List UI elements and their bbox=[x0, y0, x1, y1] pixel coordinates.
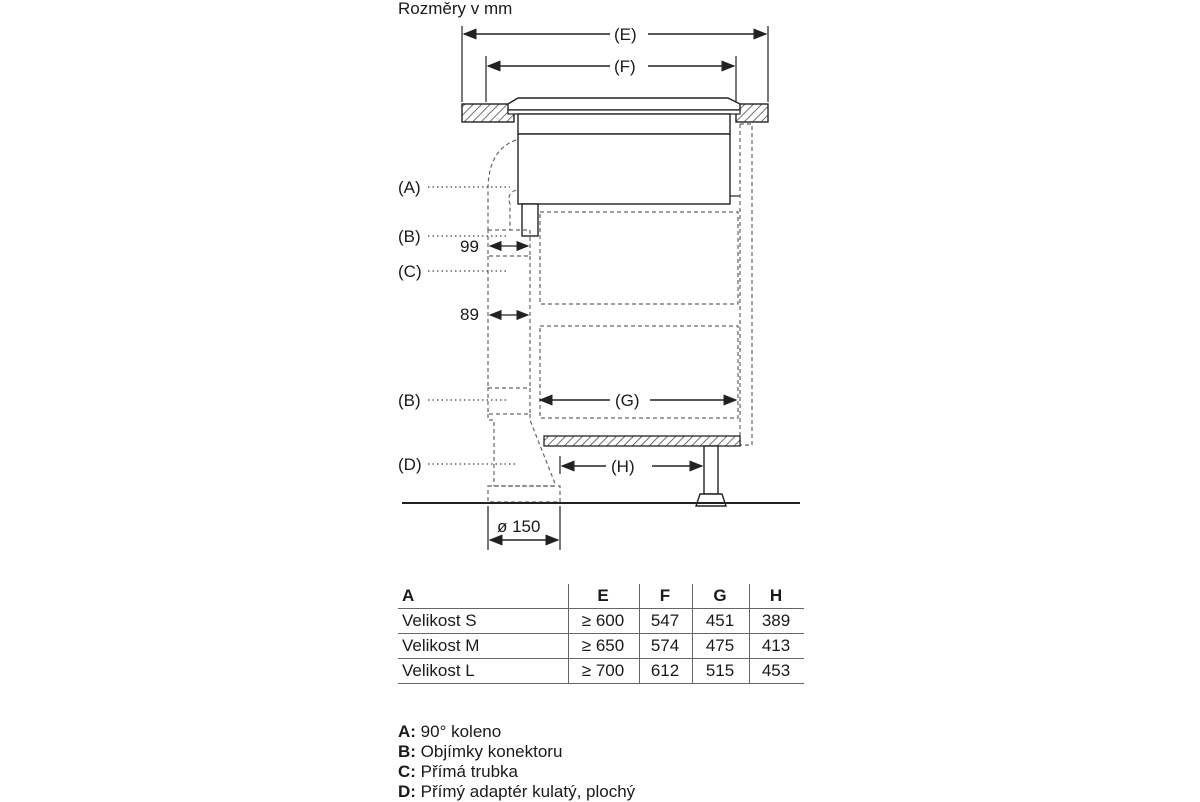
legend-text: Přímá trubka bbox=[415, 762, 518, 781]
callout-b-top: (B) bbox=[398, 227, 421, 246]
cabinet-bottom bbox=[544, 436, 740, 446]
table-cell: 451 bbox=[693, 609, 750, 634]
legend-key: D: bbox=[398, 782, 416, 801]
legend-item bbox=[398, 782, 635, 802]
dimension-f-label: (F) bbox=[611, 58, 639, 75]
legend-text: Přímý adaptér kulatý, plochý bbox=[415, 782, 636, 801]
dimension-h-label: (H) bbox=[608, 458, 638, 475]
table-row bbox=[398, 634, 804, 659]
legend-text: 90° koleno bbox=[415, 722, 502, 741]
table-header-cell: E bbox=[569, 584, 640, 609]
table-row bbox=[398, 659, 804, 684]
table-cell: 413 bbox=[750, 634, 805, 659]
diameter-label: ø 150 bbox=[497, 517, 541, 536]
table-header-cell: H bbox=[750, 584, 805, 609]
page-title: Rozměry v mm bbox=[398, 0, 513, 18]
legend-key: B: bbox=[398, 742, 416, 761]
table-header-cell: G bbox=[693, 584, 750, 609]
dimension-g-label: (G) bbox=[612, 392, 643, 409]
table-cell: Velikost S bbox=[398, 609, 569, 634]
legend-item bbox=[398, 762, 635, 782]
measure-99-label: 99 bbox=[460, 237, 479, 256]
legend bbox=[398, 722, 635, 802]
table-cell: 475 bbox=[693, 634, 750, 659]
table-cell: ≥ 600 bbox=[569, 609, 640, 634]
table-cell: 574 bbox=[640, 634, 693, 659]
table-row bbox=[398, 609, 804, 634]
legend-item bbox=[398, 742, 635, 762]
measure-89-label: 89 bbox=[460, 305, 479, 324]
table-cell: 547 bbox=[640, 609, 693, 634]
table-cell: 453 bbox=[750, 659, 805, 684]
legend-key: C: bbox=[398, 762, 416, 781]
table-cell: ≥ 650 bbox=[569, 634, 640, 659]
cooktop-hob bbox=[508, 98, 740, 236]
table-header-cell: F bbox=[640, 584, 693, 609]
dimensions-table bbox=[398, 584, 804, 684]
legend-text: Objímky konektoru bbox=[415, 742, 563, 761]
table-cell: Velikost M bbox=[398, 634, 569, 659]
callout-d: (D) bbox=[398, 455, 422, 474]
table-cell: 389 bbox=[750, 609, 805, 634]
cabinet-leg bbox=[696, 446, 726, 506]
table-header-row bbox=[398, 584, 804, 609]
table-header-cell: A bbox=[398, 584, 569, 609]
callout-c: (C) bbox=[398, 262, 422, 281]
table-cell: Velikost L bbox=[398, 659, 569, 684]
dimension-e-label: (E) bbox=[611, 26, 640, 43]
callout-b-bottom: (B) bbox=[398, 391, 421, 410]
callout-leaders bbox=[428, 187, 518, 464]
table-cell: 515 bbox=[693, 659, 750, 684]
table-cell: ≥ 700 bbox=[569, 659, 640, 684]
table-cell: 612 bbox=[640, 659, 693, 684]
legend-item bbox=[398, 722, 635, 742]
legend-key: A: bbox=[398, 722, 416, 741]
callout-a: (A) bbox=[398, 178, 421, 197]
